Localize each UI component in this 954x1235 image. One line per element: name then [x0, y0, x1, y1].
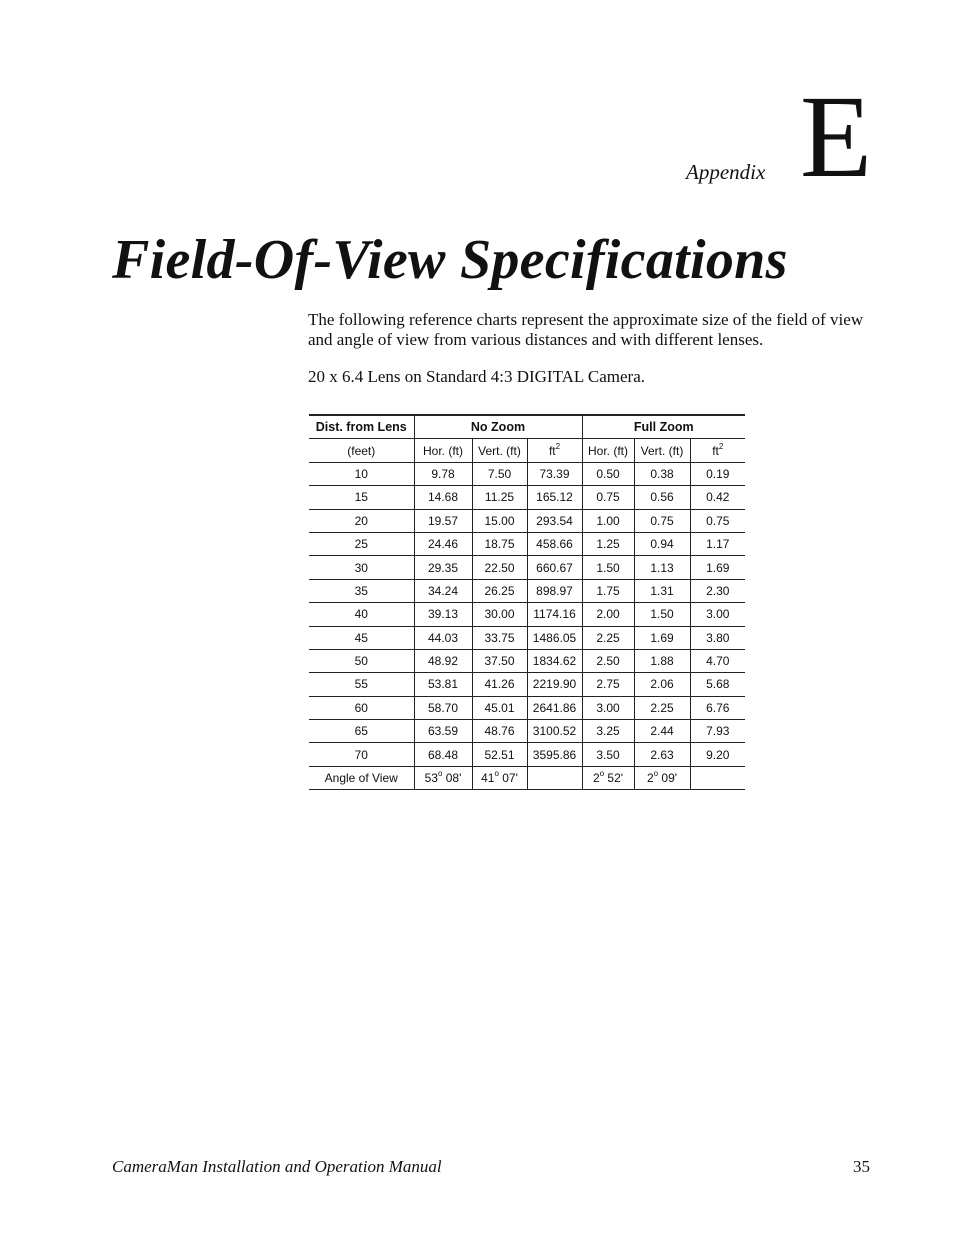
table-cell: 0.75	[690, 509, 745, 532]
table-cell: 458.66	[527, 532, 582, 555]
table-cell: 2219.90	[527, 673, 582, 696]
angle-full-zoom-vert: 2$^o$ 09'	[634, 766, 690, 789]
table-row	[309, 532, 745, 555]
table-cell: 3100.52	[527, 720, 582, 743]
table-cell: 2.06	[634, 673, 690, 696]
table-cell: 2.75	[582, 673, 634, 696]
table-cell: 34.24	[414, 579, 472, 602]
table-cell: 73.39	[527, 462, 582, 485]
table-cell: 70	[309, 743, 414, 766]
table-row	[309, 509, 745, 532]
table-header-row	[309, 415, 745, 439]
table-cell: 41.26	[472, 673, 527, 696]
footer-page-number: 35	[853, 1157, 870, 1176]
table-row	[309, 673, 745, 696]
table-cell: 2.25	[582, 626, 634, 649]
table-cell: 2.00	[582, 603, 634, 626]
table-cell: 3.80	[690, 626, 745, 649]
table-cell: 898.97	[527, 579, 582, 602]
angle-full-zoom-hor: 2$^o$ 52'	[582, 766, 634, 789]
table-cell: 1.25	[582, 532, 634, 555]
table-cell: 2.63	[634, 743, 690, 766]
table-subheader-row	[309, 439, 745, 462]
subheader-no-zoom-hor: Hor. (ft)	[414, 439, 472, 462]
table-row	[309, 649, 745, 672]
col-header-distance: Dist. from Lens	[309, 415, 414, 439]
table-cell: 45.01	[472, 696, 527, 719]
angle-no-zoom-vert: 41$^o$ 07'	[472, 766, 527, 789]
table-cell: 26.25	[472, 579, 527, 602]
table-cell: 24.46	[414, 532, 472, 555]
table-cell: 2.30	[690, 579, 745, 602]
table-cell: 9.20	[690, 743, 745, 766]
table-cell: 1.31	[634, 579, 690, 602]
table-cell: 29.35	[414, 556, 472, 579]
table-cell: 0.56	[634, 486, 690, 509]
table-cell: 60	[309, 696, 414, 719]
table-cell: 52.51	[472, 743, 527, 766]
table-cell: 1.00	[582, 509, 634, 532]
table-cell: 22.50	[472, 556, 527, 579]
table-cell: 45	[309, 626, 414, 649]
table-cell: 0.38	[634, 462, 690, 485]
page-title: Field-Of-View Specifications	[112, 229, 788, 291]
col-header-no-zoom: No Zoom	[414, 415, 582, 439]
table-cell: 4.70	[690, 649, 745, 672]
intro-paragraph: The following reference charts represent the approximate size of the field of view and angle of view from various distances and with different lenses.	[308, 310, 864, 349]
footer-manual-title: CameraMan Installation and Operation Manual	[112, 1157, 442, 1176]
table-row	[309, 626, 745, 649]
table-cell: 0.50	[582, 462, 634, 485]
table-cell: 1.69	[634, 626, 690, 649]
table-cell: 15.00	[472, 509, 527, 532]
table-cell: 33.75	[472, 626, 527, 649]
table-cell: 1174.16	[527, 603, 582, 626]
subheader-full-zoom-area: $ft^2$	[690, 439, 745, 462]
table-cell: 7.50	[472, 462, 527, 485]
appendix-label: Appendix	[686, 160, 766, 184]
table-cell: 1.13	[634, 556, 690, 579]
subheader-full-zoom-vert: Vert. (ft)	[634, 439, 690, 462]
table-cell: 9.78	[414, 462, 472, 485]
table-cell: 68.48	[414, 743, 472, 766]
table-cell: 165.12	[527, 486, 582, 509]
table-cell: 53.81	[414, 673, 472, 696]
subheader-no-zoom-vert: Vert. (ft)	[472, 439, 527, 462]
table-cell: 48.76	[472, 720, 527, 743]
table-cell: 30.00	[472, 603, 527, 626]
table-cell: 1.88	[634, 649, 690, 672]
angle-no-zoom-hor: 53$^o$ 08'	[414, 766, 472, 789]
table-cell: 0.42	[690, 486, 745, 509]
table-cell: 2.25	[634, 696, 690, 719]
table-row	[309, 743, 745, 766]
table-cell: 1.50	[582, 556, 634, 579]
table-cell: 10	[309, 462, 414, 485]
subheader-full-zoom-hor: Hor. (ft)	[582, 439, 634, 462]
table-cell: 37.50	[472, 649, 527, 672]
table-cell: 6.76	[690, 696, 745, 719]
table-cell: 48.92	[414, 649, 472, 672]
table-cell: 19.57	[414, 509, 472, 532]
table-cell: 30	[309, 556, 414, 579]
lens-caption: 20 x 6.4 Lens on Standard 4:3 DIGITAL Camera.	[308, 367, 645, 386]
table-cell: 55	[309, 673, 414, 696]
table-cell: 63.59	[414, 720, 472, 743]
table-cell: 0.75	[634, 509, 690, 532]
table-cell: 3.50	[582, 743, 634, 766]
table-cell: 50	[309, 649, 414, 672]
table-cell: 3.25	[582, 720, 634, 743]
table-row	[309, 462, 745, 485]
table-cell: 293.54	[527, 509, 582, 532]
angle-full-zoom-area	[690, 766, 745, 789]
angle-of-view-label: Angle of View	[309, 766, 414, 789]
table-cell: 0.75	[582, 486, 634, 509]
table-cell: 2.50	[582, 649, 634, 672]
subheader-feet: (feet)	[309, 439, 414, 462]
table-row	[309, 696, 745, 719]
angle-of-view-row	[309, 766, 745, 789]
table-cell: 58.70	[414, 696, 472, 719]
table-cell: 35	[309, 579, 414, 602]
table-cell: 1.17	[690, 532, 745, 555]
table-row	[309, 579, 745, 602]
table-cell: 44.03	[414, 626, 472, 649]
subheader-no-zoom-area: $ft^2$	[527, 439, 582, 462]
table-cell: 1834.62	[527, 649, 582, 672]
field-of-view-table	[309, 414, 745, 790]
table-row	[309, 720, 745, 743]
table-cell: 25	[309, 532, 414, 555]
table-cell: 40	[309, 603, 414, 626]
table-row	[309, 556, 745, 579]
table-row	[309, 603, 745, 626]
table-cell: 14.68	[414, 486, 472, 509]
table-cell: 1.50	[634, 603, 690, 626]
table-cell: 660.67	[527, 556, 582, 579]
table-cell: 0.19	[690, 462, 745, 485]
table-cell: 3.00	[690, 603, 745, 626]
table-cell: 3.00	[582, 696, 634, 719]
table-cell: 20	[309, 509, 414, 532]
table-cell: 39.13	[414, 603, 472, 626]
table-cell: 1.75	[582, 579, 634, 602]
table-cell: 7.93	[690, 720, 745, 743]
table-cell: 1486.05	[527, 626, 582, 649]
table-cell: 18.75	[472, 532, 527, 555]
col-header-full-zoom: Full Zoom	[582, 415, 745, 439]
table-cell: 11.25	[472, 486, 527, 509]
table-cell: 5.68	[690, 673, 745, 696]
table-cell: 0.94	[634, 532, 690, 555]
table-cell: 3595.86	[527, 743, 582, 766]
angle-no-zoom-area	[527, 766, 582, 789]
appendix-letter: E	[800, 71, 873, 202]
table-cell: 2641.86	[527, 696, 582, 719]
table-cell: 65	[309, 720, 414, 743]
table-cell: 2.44	[634, 720, 690, 743]
table-cell: 15	[309, 486, 414, 509]
table-row	[309, 486, 745, 509]
table-cell: 1.69	[690, 556, 745, 579]
